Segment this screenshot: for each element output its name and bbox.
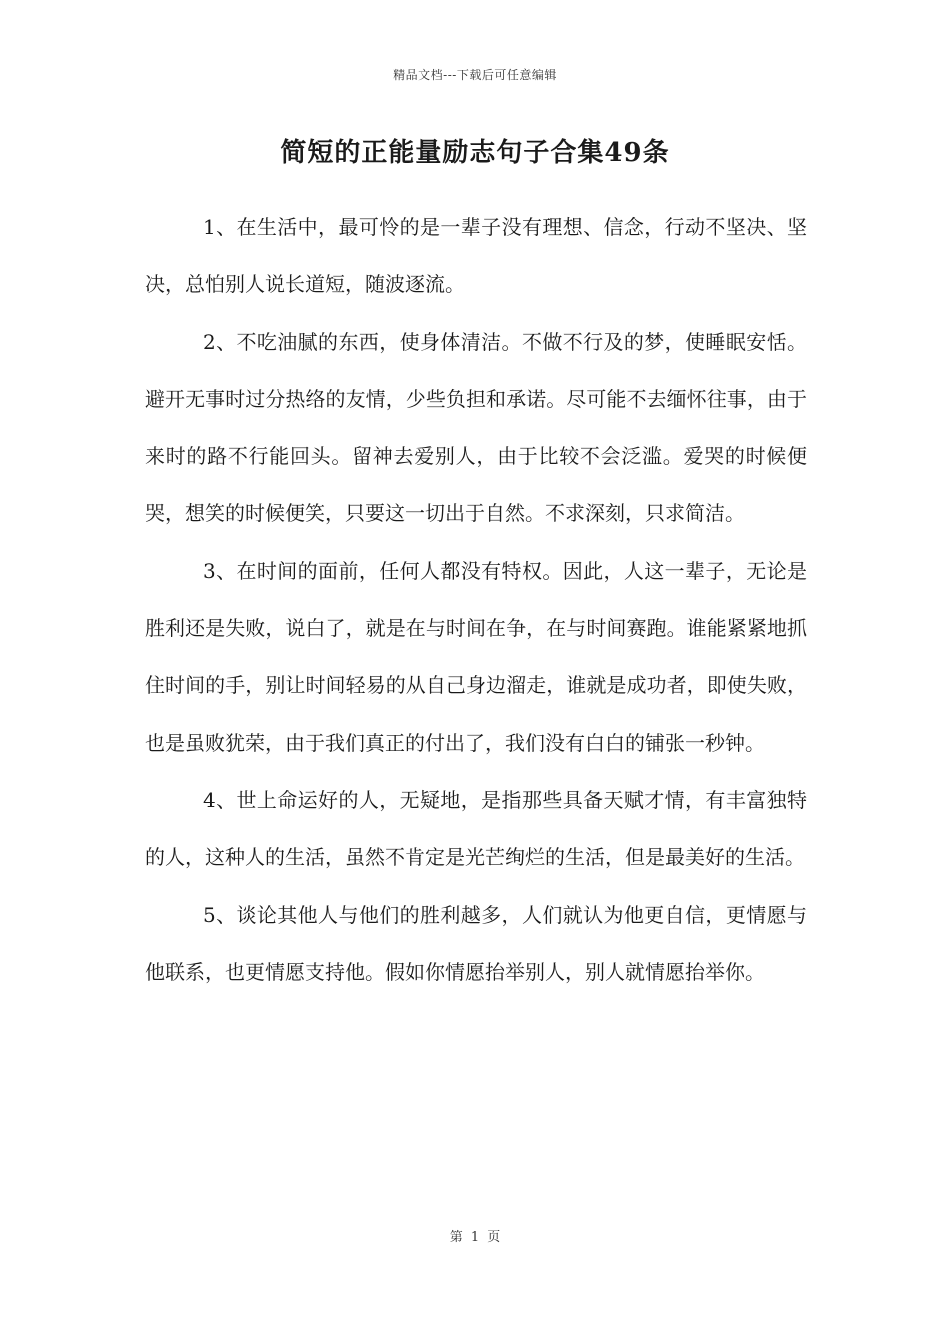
- paragraph-2: 2、不吃油腻的东西，使身体清洁。不做不行及的梦，使睡眠安恬。避开无事时过分热络的友情，少些负担和承诺。尽可能不去缅怀往事，由于来时的路不行能回头。留神去爱别人，由于比较不会泛滥。爱哭的时候便哭，想笑的时候便笑，只要这一切出于自然。不求深刻，只求简洁。: [145, 329, 807, 526]
- paragraph-4: 4、世上命运好的人，无疑地，是指那些具备天赋才情，有丰富独特的人，这种人的生活，虽然不肯定是光芒绚烂的生活，但是最美好的生活。: [145, 787, 807, 870]
- paragraph-3: 3、在时间的面前，任何人都没有特权。因此，人这一辈子，无论是胜利还是失败，说白了，就是在与时间在争，在与时间赛跑。谁能紧紧地抓住时间的手，别让时间轻易的从自己身边溜走，谁就是成功者，即使失败，也是虽败犹荣，由于我们真正的付出了，我们没有白白的铺张一秒钟。: [145, 558, 807, 755]
- document-title: 简短的正能量励志句子合集49条: [280, 138, 670, 168]
- page-number: 第 1 页: [449, 1230, 501, 1245]
- paragraph-1: 1、在生活中，最可怜的是一辈子没有理想、信念，行动不坚决、坚决，总怕别人说长道短，随波逐流。: [145, 215, 807, 297]
- page-header: 精品文档---下载后可任意编辑: [393, 68, 557, 82]
- document-body: [145, 199, 807, 1001]
- paragraph-5: 5、谈论其他人与他们的胜利越多，人们就认为他更自信，更情愿与他联系，也更情愿支持他。假如你情愿抬举别人，别人就情愿抬举你。: [145, 902, 807, 984]
